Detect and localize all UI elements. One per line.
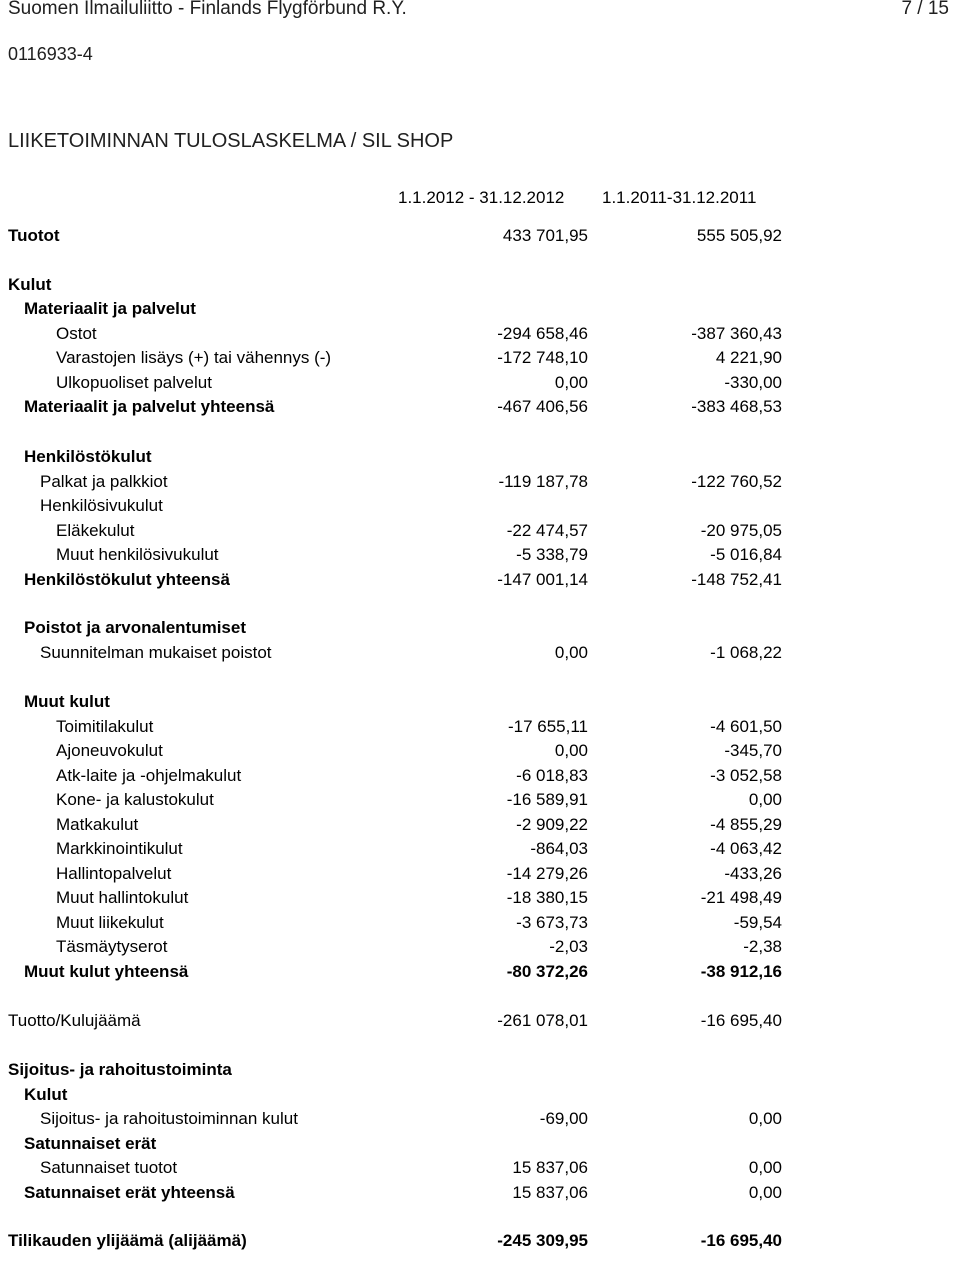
row-label: Poistot ja arvonalentumiset [24, 618, 246, 637]
row-label: Muut kulut yhteensä [24, 962, 189, 981]
row-value-2011: -345,70 [724, 741, 782, 760]
row-label: Tilikauden ylijäämä (alijäämä) [8, 1231, 247, 1250]
row-label: Satunnaiset erät yhteensä [24, 1183, 235, 1202]
row-value-2012: -14 279,26 [506, 864, 588, 883]
row-value-2011: 4 221,90 [715, 348, 782, 367]
row-label: Täsmäytyserot [56, 937, 168, 956]
row-value-2012: -147 001,14 [497, 570, 588, 589]
row-label: Henkilöstökulut yhteensä [24, 570, 230, 589]
row-label: Henkilösivukulut [40, 496, 163, 515]
row-value-2011: -387 360,43 [691, 324, 782, 343]
row-value-2011: -20 975,05 [700, 521, 782, 540]
row-label: Ostot [56, 324, 97, 343]
row-label: Muut kulut [24, 692, 110, 711]
row-label: Hallintopalvelut [56, 864, 172, 883]
row-value-2011: -122 760,52 [691, 472, 782, 491]
page-number: 7 / 15 [901, 0, 949, 19]
row-label: Sijoitus- ja rahoitustoiminta [8, 1060, 232, 1079]
row-value-2012: -864,03 [530, 839, 588, 858]
row-value-2012: -3 673,73 [516, 913, 588, 932]
row-label: Materiaalit ja palvelut [24, 299, 196, 318]
row-label: Sijoitus- ja rahoitustoiminnan kulut [40, 1109, 298, 1128]
row-value-2011: -3 052,58 [710, 766, 782, 785]
row-value-2012: 15 837,06 [512, 1183, 588, 1202]
row-value-2011: 0,00 [748, 790, 782, 809]
row-value-2012: 15 837,06 [512, 1158, 588, 1177]
row-value-2012: -2,03 [549, 937, 588, 956]
business-id: 0116933-4 [8, 44, 93, 64]
row-value-2012: -172 748,10 [497, 348, 588, 367]
row-label: Kulut [8, 275, 52, 294]
row-value-2012: -5 338,79 [516, 545, 588, 564]
organization-name: Suomen Ilmailuliitto - Finlands Flygförbund R.Y. [8, 0, 407, 19]
row-value-2011: 0,00 [748, 1183, 782, 1202]
row-value-2011: -16 695,40 [700, 1231, 782, 1250]
row-value-2011: -1 068,22 [710, 643, 782, 662]
row-value-2012: -2 909,22 [516, 815, 588, 834]
row-value-2011: -330,00 [724, 373, 782, 392]
row-value-2012: -261 078,01 [497, 1011, 588, 1030]
row-label: Ulkopuoliset palvelut [56, 373, 212, 392]
row-value-2011: -4 601,50 [710, 717, 782, 736]
row-value-2012: -467 406,56 [497, 397, 588, 416]
row-value-2011: -148 752,41 [691, 570, 782, 589]
row-label: Tuotot [8, 226, 60, 245]
row-value-2012: 433 701,95 [502, 226, 588, 245]
row-label: Eläkekulut [56, 521, 135, 540]
row-label: Henkilöstökulut [24, 447, 152, 466]
row-value-2011: -38 912,16 [700, 962, 782, 981]
row-value-2012: 0,00 [554, 741, 588, 760]
row-value-2011: 0,00 [748, 1109, 782, 1128]
row-label: Materiaalit ja palvelut yhteensä [24, 397, 275, 416]
row-value-2011: -16 695,40 [700, 1011, 782, 1030]
row-value-2012: -119 187,78 [498, 472, 588, 491]
row-value-2012: -294 658,46 [497, 324, 588, 343]
row-value-2011: -433,26 [724, 864, 782, 883]
row-value-2012: -16 589,91 [506, 790, 588, 809]
row-label: Palkat ja palkkiot [40, 472, 168, 491]
row-value-2012: 0,00 [554, 643, 588, 662]
row-value-2012: -22 474,57 [506, 521, 588, 540]
row-label: Suunnitelman mukaiset poistot [40, 643, 272, 662]
row-label: Atk-laite ja -ohjelmakulut [56, 766, 242, 785]
row-value-2012: 0,00 [554, 373, 588, 392]
row-value-2012: -245 309,95 [497, 1231, 588, 1250]
row-label: Satunnaiset tuotot [40, 1158, 178, 1177]
row-value-2012: -69,00 [539, 1109, 588, 1128]
row-value-2011: -21 498,49 [700, 888, 782, 907]
row-label: Tuotto/Kulujäämä [8, 1011, 141, 1030]
row-label: Muut henkilösivukulut [56, 545, 219, 564]
row-value-2011: -4 063,42 [710, 839, 782, 858]
row-value-2011: -383 468,53 [691, 397, 782, 416]
document-title: LIIKETOIMINNAN TULOSLASKELMA / SIL SHOP [8, 130, 454, 152]
row-value-2011: -59,54 [733, 913, 782, 932]
row-label: Markkinointikulut [56, 839, 183, 858]
row-value-2012: -80 372,26 [506, 962, 588, 981]
row-value-2011: -2,38 [743, 937, 782, 956]
row-value-2012: -6 018,83 [516, 766, 588, 785]
row-label: Muut liikekulut [56, 913, 164, 932]
period-previous-header: 1.1.2011-31.12.2011 [602, 188, 757, 207]
row-value-2012: -17 655,11 [507, 717, 588, 736]
row-value-2011: -4 855,29 [710, 815, 782, 834]
row-value-2011: -5 016,84 [710, 545, 782, 564]
period-current-header: 1.1.2012 - 31.12.2012 [398, 188, 565, 207]
row-value-2012: -18 380,15 [506, 888, 588, 907]
row-label: Muut hallintokulut [56, 888, 189, 907]
row-label: Satunnaiset erät [24, 1134, 157, 1153]
row-label: Matkakulut [56, 815, 139, 834]
row-value-2011: 0,00 [748, 1158, 782, 1177]
row-label: Kulut [24, 1085, 68, 1104]
row-label: Varastojen lisäys (+) tai vähennys (-) [56, 348, 332, 367]
row-label: Toimitilakulut [56, 717, 154, 736]
row-value-2011: 555 505,92 [696, 226, 782, 245]
row-label: Kone- ja kalustokulut [56, 790, 214, 809]
row-label: Ajoneuvokulut [56, 741, 163, 760]
